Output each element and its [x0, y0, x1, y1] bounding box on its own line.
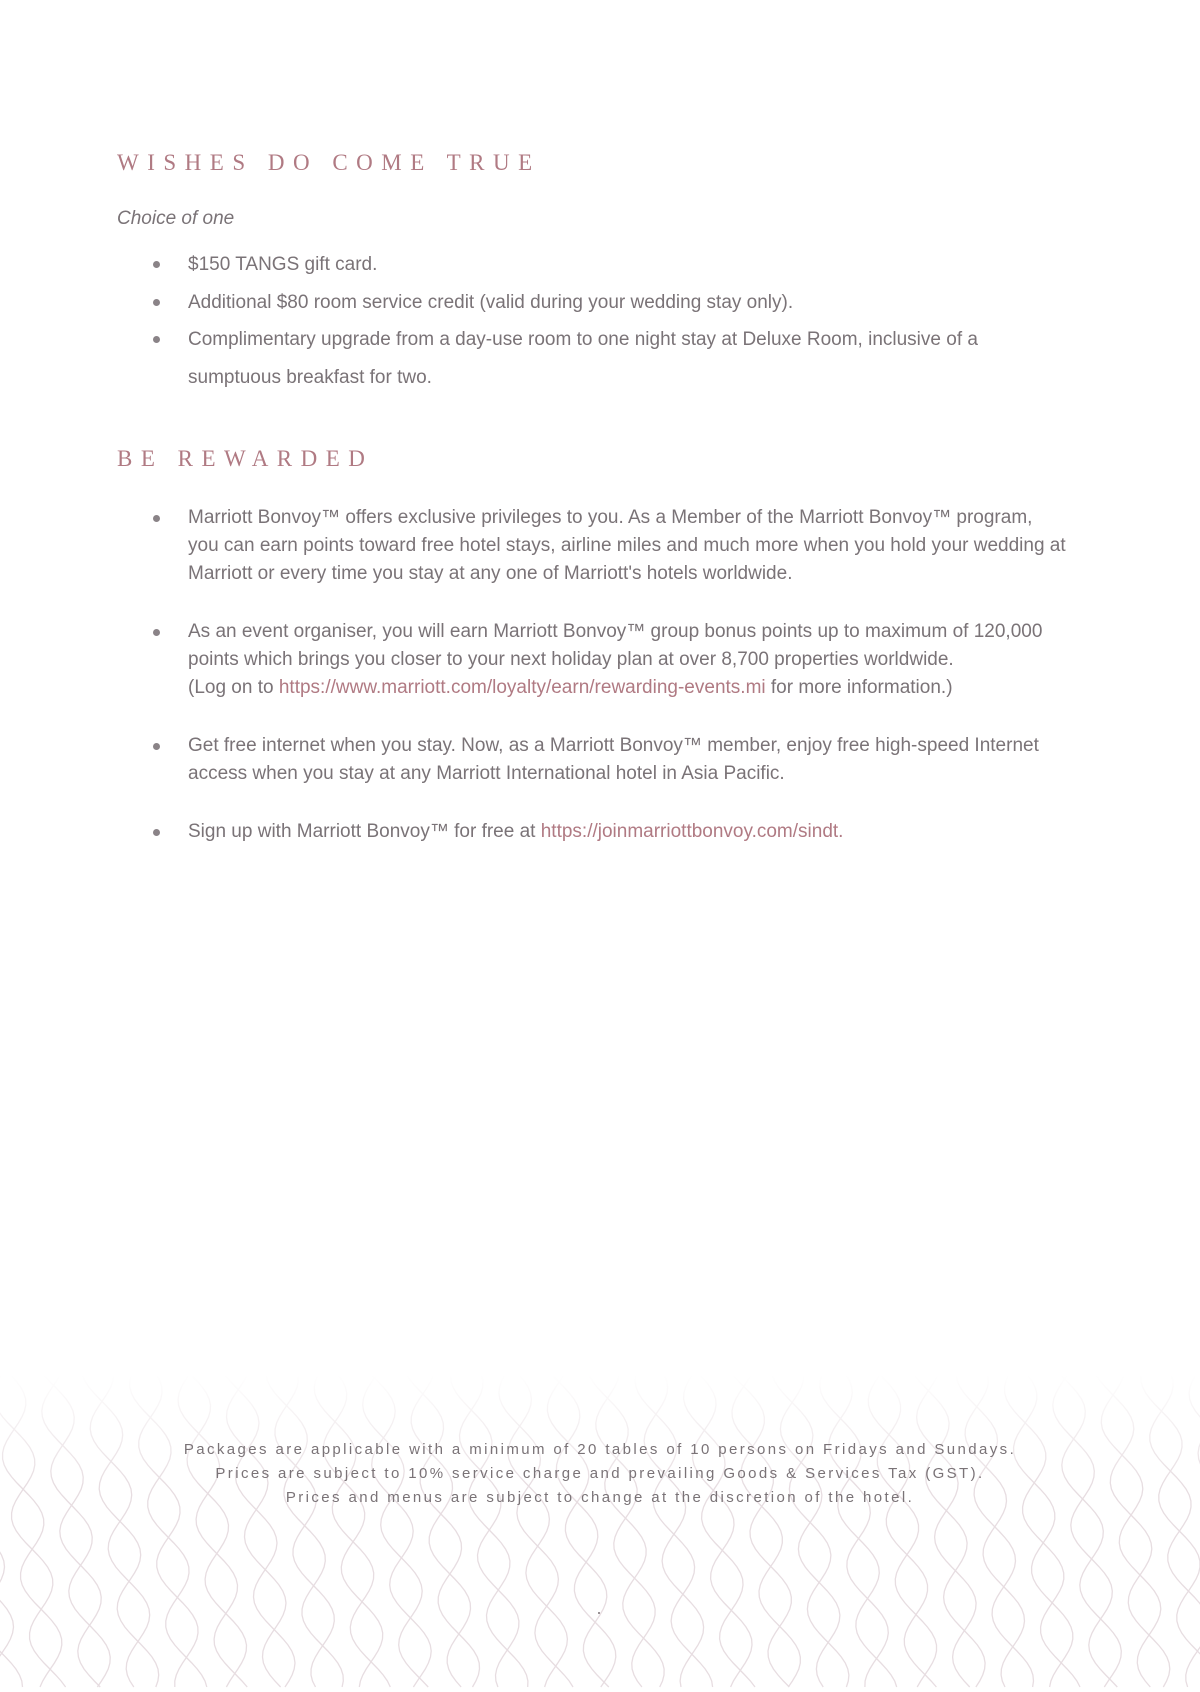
- link-prefix: (Log on to: [188, 677, 279, 698]
- list-item: [0, 618, 1098, 702]
- bullet-icon: [153, 515, 160, 522]
- bullet-icon: [153, 829, 160, 836]
- list-item: [0, 246, 1088, 284]
- list-item-line: Marriott Bonvoy™ offers exclusive privileges to you. As a Member of the Marriott Bonvoy™ program,: [188, 507, 1033, 528]
- page-marker: [598, 1612, 600, 1614]
- pattern-fade: [0, 1375, 1200, 1692]
- list-item-line: Get free internet when you stay. Now, as a Marriott Bonvoy™ member, enjoy free high-speed Internet: [188, 735, 1039, 756]
- list-item: [0, 732, 1098, 788]
- choice-subtitle: Choice of one: [117, 208, 235, 229]
- footer-line: Prices are subject to 10% service charge and prevailing Goods & Services Tax (GST).: [215, 1465, 985, 1482]
- footer-terms: [0, 1438, 1200, 1510]
- list-item-text: Additional $80 room service credit (valid during your wedding stay only).: [188, 291, 794, 313]
- list-item: [0, 284, 1088, 322]
- bullet-icon: [153, 336, 160, 343]
- bullet-icon: [153, 299, 160, 306]
- list-item-line: points which brings you closer to your next holiday plan at over 8,700 properties worldwide.: [188, 649, 954, 670]
- section-heading-wishes: WISHES DO COME TRUE: [117, 150, 541, 175]
- wishes-list: [0, 246, 1200, 396]
- rewarded-list: [0, 504, 1200, 876]
- rewarding-events-link[interactable]: https://www.marriott.com/loyalty/earn/rewarding-events.mi: [278, 677, 766, 698]
- list-item: [0, 504, 1098, 588]
- footer-line: Packages are applicable with a minimum of 20 tables of 10 persons on Fridays and Sundays.: [183, 1441, 1017, 1458]
- list-item-line: As an event organiser, you will earn Marriott Bonvoy™ group bonus points up to maximum of 120,000: [188, 621, 1043, 642]
- list-item-line: Marriott or every time you stay at any one of Marriott's hotels worldwide.: [188, 563, 793, 584]
- wave-pattern-background: [0, 1375, 1200, 1692]
- bullet-icon: [153, 261, 160, 268]
- list-item: [0, 818, 1098, 846]
- list-item-text: $150 TANGS gift card.: [188, 254, 378, 275]
- bullet-icon: [153, 743, 160, 750]
- list-item-line: access when you stay at any Marriott International hotel in Asia Pacific.: [188, 763, 785, 784]
- section-heading-rewarded: BE REWARDED: [117, 446, 374, 471]
- signup-link[interactable]: https://joinmarriottbonvoy.com/sindt.: [540, 821, 844, 842]
- footer-line: Prices and menus are subject to change at the discretion of the hotel.: [285, 1489, 915, 1506]
- bullet-icon: [153, 629, 160, 636]
- link-suffix: for more information.): [765, 677, 953, 698]
- list-item-text: Complimentary upgrade from a day-use room to one night stay at Deluxe Room, inclusive of a: [188, 329, 978, 350]
- footer-pattern-area: [0, 1375, 1200, 1692]
- signup-prefix: Sign up with Marriott Bonvoy™ for free at: [188, 821, 541, 842]
- list-item: [0, 321, 1088, 396]
- list-item-text-continued: sumptuous breakfast for two.: [188, 366, 432, 388]
- list-item-line: you can earn points toward free hotel stays, airline miles and much more when you hold your wedding at: [188, 535, 1066, 556]
